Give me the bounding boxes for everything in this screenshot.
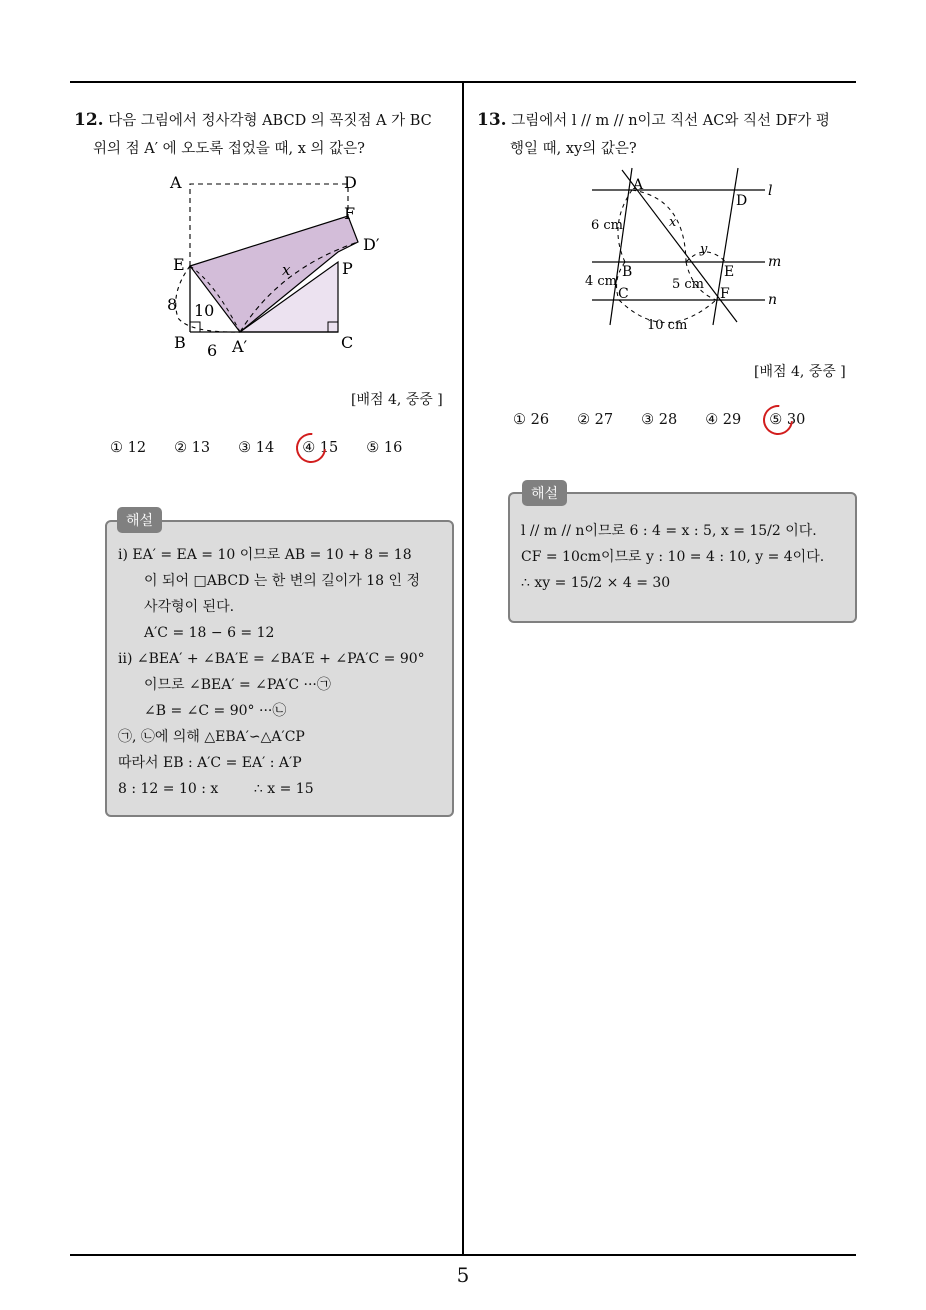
q12-sol-line-1: ⅰ) EA′ = EA = 10 이므로 AB = 10 + 8 = 18 [118, 547, 412, 563]
q13-solution [521, 518, 824, 596]
q13-label-B: B [622, 264, 633, 280]
q13-sol-line-1: l // m // n이므로 6 : 4 = x : 5, x = 15/2 이다. [521, 523, 817, 539]
q12-sol-line-6: 이므로 ∠BEA′ = ∠PA′C ···㉠ [144, 677, 331, 693]
q13-choice-5-label: ⑤ 30 [769, 412, 806, 428]
q13-answer-mark [757, 399, 799, 441]
q12-label-6: 6 [207, 341, 218, 360]
q12-line2: 위의 점 A′ 에 오도록 접었을 때, x 의 값은? [93, 141, 365, 157]
page-number: 5 [456, 1263, 470, 1287]
q12-stem [74, 106, 459, 163]
q13-sol-line-2: CF = 10cm이므로 y : 10 = 4 : 10, y = 4이다. [521, 549, 825, 565]
q12-number: 12. [74, 110, 104, 130]
q13-label-E: E [724, 264, 735, 280]
q12-choices [110, 440, 430, 456]
q12-answer-mark [290, 427, 332, 469]
bottom-rule [70, 1254, 856, 1256]
q13-label-x: x [669, 215, 677, 230]
q13-label-6cm: 6 cm [591, 218, 624, 233]
q12-choice-5[interactable]: ⑤ 16 [366, 440, 403, 456]
q13-label-5cm: 5 cm [672, 277, 705, 292]
q13-label-m: m [768, 254, 782, 270]
q12-sol-line-7: ∠B = ∠C = 90° ···㉡ [144, 703, 287, 719]
q13-choice-3[interactable]: ③ 28 [641, 412, 678, 428]
q13-choice-4[interactable]: ④ 29 [705, 412, 742, 428]
q13-label-F: F [720, 286, 730, 302]
q13-sol-line-3: ∴ xy = 15/2 × 4 = 30 [521, 575, 671, 591]
q12-choice-1[interactable]: ① 12 [110, 440, 147, 456]
q12-choice-4-label: ④ 15 [302, 440, 339, 456]
q12-sol-line-10: 8 : 12 = 10 : x ∴ x = 15 [118, 781, 314, 797]
q12-sol-line-2: 이 되어 □ABCD 는 한 변의 길이가 18 인 정 [144, 573, 420, 589]
q13-label-C: C [618, 286, 629, 302]
q12-sol-line-3: 사각형이 된다. [144, 599, 235, 615]
q13-label-D: D [736, 193, 748, 209]
q12-label-F: F [344, 204, 356, 223]
q12-choice-2[interactable]: ② 13 [174, 440, 211, 456]
q12-sol-line-9: 따라서 EB : A′C = EA′ : A′P [118, 755, 302, 771]
q13-choices [513, 412, 833, 428]
q12-sol-line-4: A′C = 18 − 6 = 12 [144, 625, 275, 641]
q12-label-B: B [174, 333, 186, 352]
q13-label-l: l [768, 183, 773, 199]
q12-label-P: P [342, 259, 353, 278]
q12-score: [배점 4, 중중 ] [351, 392, 443, 408]
q13-arc-x [632, 190, 686, 262]
q13-line2: 행일 때, xy의 값은? [510, 141, 637, 157]
q13-choice-2[interactable]: ② 27 [577, 412, 614, 428]
q12-figure [160, 168, 400, 363]
q12-label-8: 8 [167, 295, 178, 314]
q13-solution-tag: 해설 [522, 480, 567, 506]
q13-label-y: y [700, 242, 708, 257]
column-divider [462, 83, 464, 1255]
q12-label-A: A [170, 173, 182, 192]
q13-stem [477, 106, 862, 163]
q13-label-4cm: 4 cm [585, 274, 618, 289]
q13-choice-1[interactable]: ① 26 [513, 412, 550, 428]
q12-line1: 다음 그림에서 정사각형 ABCD 의 꼭짓점 A 가 BC [108, 113, 432, 129]
q13-score: [배점 4, 중중 ] [754, 364, 846, 380]
q13-label-10cm: 10 cm [647, 318, 688, 333]
q12-label-10: 10 [194, 301, 215, 320]
q13-label-A: A [633, 177, 644, 193]
q12-choice-3[interactable]: ③ 14 [238, 440, 275, 456]
q12-label-Dprime: D′ [363, 235, 380, 254]
q12-solution [118, 542, 425, 802]
q13-choice-5[interactable] [769, 412, 805, 428]
q13-line1: 그림에서 l // m // n이고 직선 AC와 직선 DF가 평 [511, 113, 830, 129]
q12-label-Aprime: A′ [232, 337, 248, 356]
q12-solution-tag: 해설 [117, 507, 162, 533]
q12-sol-line-8: ㉠, ㉡에 의해 △EBA′∽△A′CP [118, 729, 305, 745]
q13-number: 13. [477, 110, 507, 130]
q13-figure [580, 160, 805, 340]
q12-choice-4[interactable] [302, 440, 338, 456]
q12-label-E: E [173, 255, 185, 274]
q12-right-angle-B [190, 322, 200, 332]
q12-label-C: C [341, 333, 354, 352]
q12-label-x: x [282, 261, 291, 279]
q12-label-D: D [344, 173, 357, 192]
q13-label-n: n [768, 292, 778, 308]
q12-sol-line-5: ⅱ) ∠BEA′ + ∠BA′E = ∠BA′E + ∠PA′C = 90° [118, 651, 425, 667]
